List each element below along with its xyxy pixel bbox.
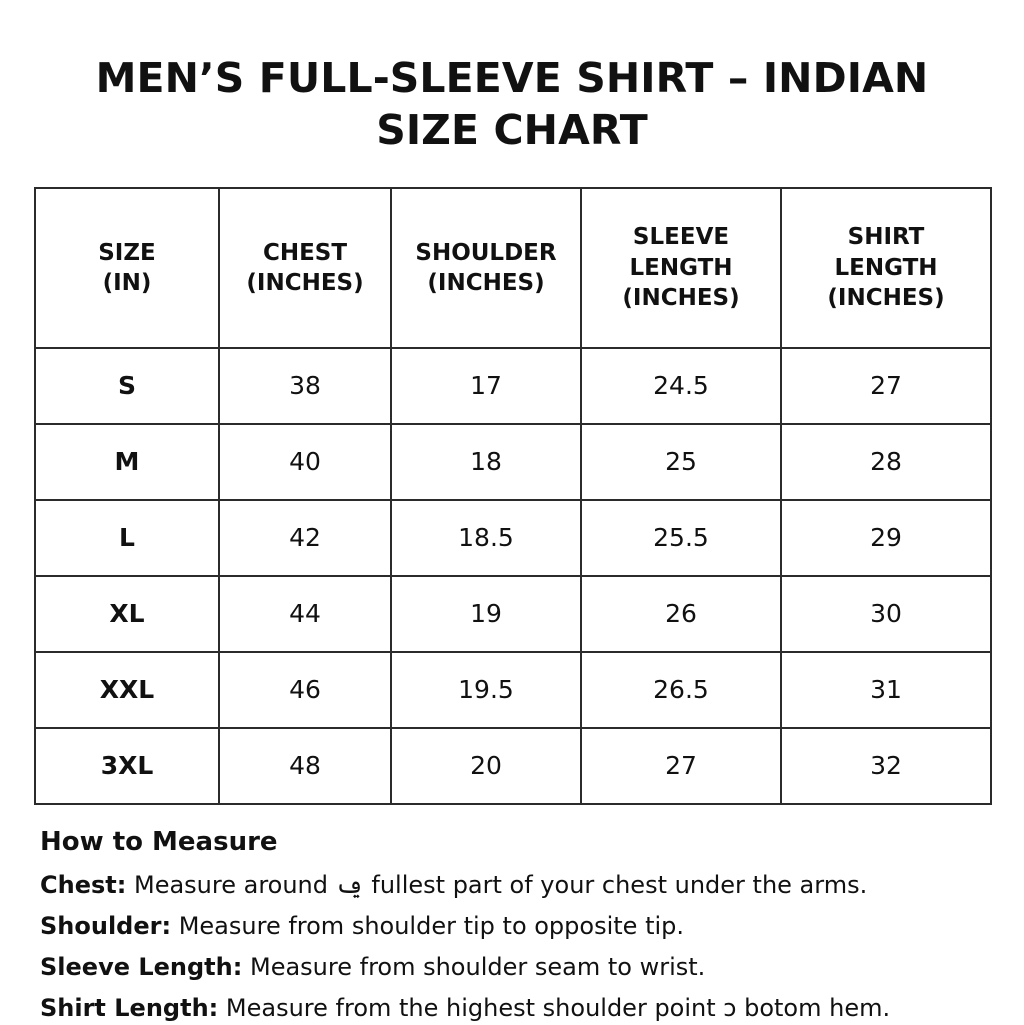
cell-shirt-length: 28 <box>781 424 991 500</box>
table-row <box>35 348 991 424</box>
header-line: SHIRT <box>847 224 925 251</box>
measure-note-shoulder <box>40 910 986 942</box>
cell-shoulder: 20 <box>391 728 581 804</box>
column-header-shirt-length <box>781 188 991 348</box>
measure-note-text: Measure from shoulder tip to opposite tip. <box>178 912 685 941</box>
cell-shoulder: 17 <box>391 348 581 424</box>
cell-chest: 44 <box>219 576 391 652</box>
cell-shirt-length: 29 <box>781 500 991 576</box>
column-header-chest <box>219 188 391 348</box>
measure-note-label: Shirt Length: <box>40 994 219 1023</box>
cell-shoulder: 19.5 <box>391 652 581 728</box>
measure-note-chest <box>40 869 986 901</box>
cell-size: L <box>35 500 219 576</box>
cell-size: XXL <box>35 652 219 728</box>
cell-sleeve-length: 26 <box>581 576 781 652</box>
header-line: (INCHES) <box>827 285 945 312</box>
cell-chest: 48 <box>219 728 391 804</box>
measure-note-text: Measure from the highest shoulder point ɔ botom hem. <box>225 994 891 1023</box>
cell-size: 3XL <box>35 728 219 804</box>
header-line: (IN) <box>102 269 152 296</box>
header-line: LENGTH <box>629 254 733 281</box>
cell-sleeve-length: 27 <box>581 728 781 804</box>
column-header-size <box>35 188 219 348</box>
column-header-shoulder <box>391 188 581 348</box>
size-chart-table <box>34 187 992 805</box>
cell-size: S <box>35 348 219 424</box>
cell-size: M <box>35 424 219 500</box>
cell-chest: 40 <box>219 424 391 500</box>
how-to-measure-heading: How to Measure <box>40 826 278 857</box>
cell-shoulder: 18 <box>391 424 581 500</box>
measure-note-shirt-length <box>40 992 986 1024</box>
cell-sleeve-length: 26.5 <box>581 652 781 728</box>
measure-note-text: Measure from shoulder seam to wrist. <box>249 953 706 982</box>
header-line: (INCHES) <box>622 285 740 312</box>
cell-shirt-length: 32 <box>781 728 991 804</box>
cell-shirt-length: 30 <box>781 576 991 652</box>
cell-shoulder: 18.5 <box>391 500 581 576</box>
page-title: MEN’S FULL-SLEEVE SHIRT – INDIAN SIZE CHART <box>95 54 929 155</box>
cell-size: XL <box>35 576 219 652</box>
cell-shoulder: 19 <box>391 576 581 652</box>
header-line: SLEEVE <box>632 224 730 251</box>
header-line: SHOULDER <box>415 239 557 266</box>
measure-note-sleeve-length <box>40 951 986 983</box>
column-header-sleeve-length <box>581 188 781 348</box>
cell-sleeve-length: 24.5 <box>581 348 781 424</box>
cell-shirt-length: 31 <box>781 652 991 728</box>
cell-sleeve-length: 25 <box>581 424 781 500</box>
table-row <box>35 576 991 652</box>
cell-shirt-length: 27 <box>781 348 991 424</box>
header-line: (INCHES) <box>246 269 364 296</box>
how-to-measure-section <box>36 827 990 1025</box>
header-line: LENGTH <box>834 254 938 281</box>
table-header-row <box>35 188 991 348</box>
table-row <box>35 728 991 804</box>
header-line: CHEST <box>262 239 348 266</box>
cell-chest: 42 <box>219 500 391 576</box>
measure-note-label: Sleeve Length: <box>40 953 243 982</box>
measure-note-label: Shoulder: <box>40 912 172 941</box>
cell-sleeve-length: 25.5 <box>581 500 781 576</box>
table-row <box>35 424 991 500</box>
cell-chest: 38 <box>219 348 391 424</box>
header-line: SIZE <box>98 239 156 266</box>
cell-chest: 46 <box>219 652 391 728</box>
table-row <box>35 652 991 728</box>
header-line: (INCHES) <box>427 269 545 296</box>
measure-note-label: Chest: <box>40 870 127 899</box>
measure-note-text: Measure around ݠ fullest part of your chest under the arms. <box>133 870 868 899</box>
table-row <box>35 500 991 576</box>
